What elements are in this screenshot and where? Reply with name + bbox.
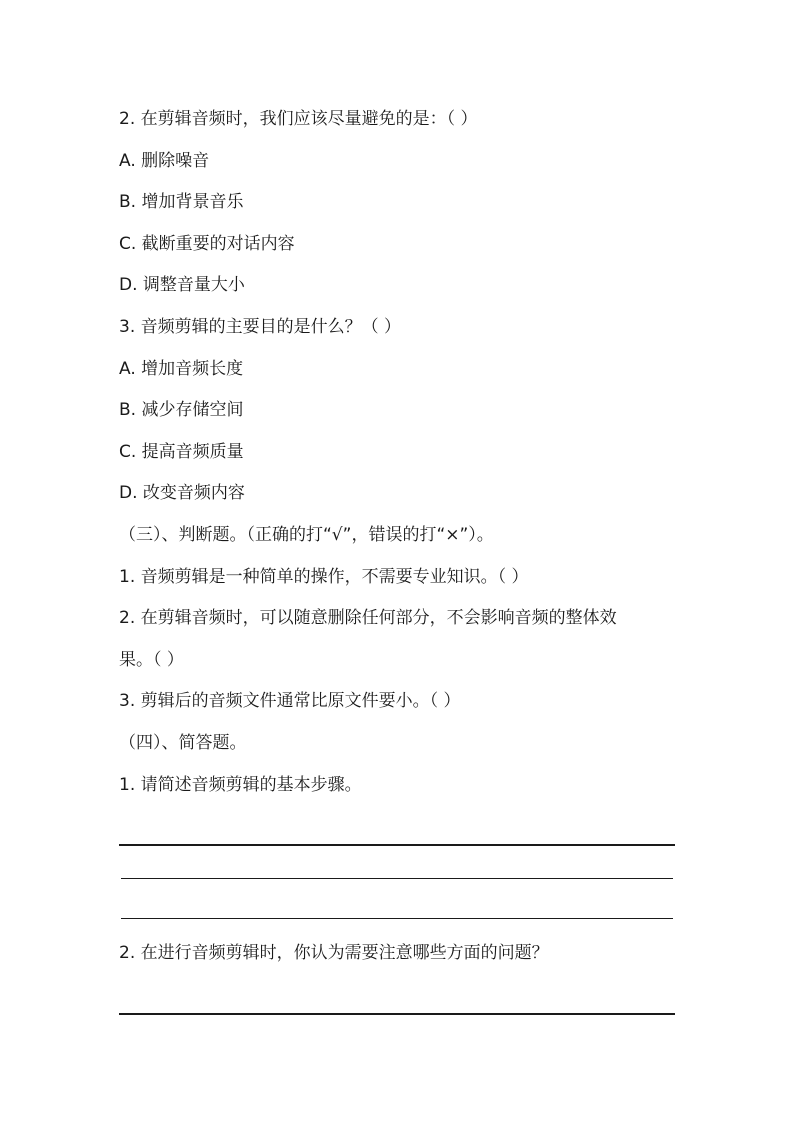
answer-line [119,1013,675,1015]
short-answer-question-2: 2. 在进行音频剪辑时，你认为需要注意哪些方面的问题？ [119,943,549,963]
option-mc-3-b: B. 减少存储空间 [119,400,244,420]
option-mc-3-d: D. 改变音频内容 [119,483,245,503]
short-answer-question-1: 1. 请简述音频剪辑的基本步骤。 [119,775,362,795]
answer-line [121,918,673,919]
option-mc-2-c: C. 截断重要的对话内容 [119,234,295,254]
answer-line [121,878,673,879]
answer-line [119,844,675,846]
question-mc-3: 3. 音频剪辑的主要目的是什么？（ ） [119,317,402,337]
judge-item-2-continued: 果。（ ） [119,650,184,670]
option-mc-3-c: C. 提高音频质量 [119,442,244,462]
judge-item-1: 1. 音频剪辑是一种简单的操作，不需要专业知识。（ ） [119,567,529,587]
option-mc-2-d: D. 调整音量大小 [119,275,245,295]
judge-item-3: 3. 剪辑后的音频文件通常比原文件要小。（ ） [119,691,461,711]
section-heading-short-answer: （四）、简答题。 [119,733,247,753]
judge-item-2: 2. 在剪辑音频时，可以随意删除任何部分，不会影响音频的整体效 [119,608,617,628]
question-mc-2: 2. 在剪辑音频时，我们应该尽量避免的是：（ ） [119,109,478,129]
section-heading-judge: （三）、判断题。（正确的打“√”，错误的打“×”）。 [119,525,494,545]
option-mc-3-a: A. 增加音频长度 [119,359,244,379]
option-mc-2-a: A. 删除噪音 [119,151,210,171]
option-mc-2-b: B. 增加背景音乐 [119,192,244,212]
